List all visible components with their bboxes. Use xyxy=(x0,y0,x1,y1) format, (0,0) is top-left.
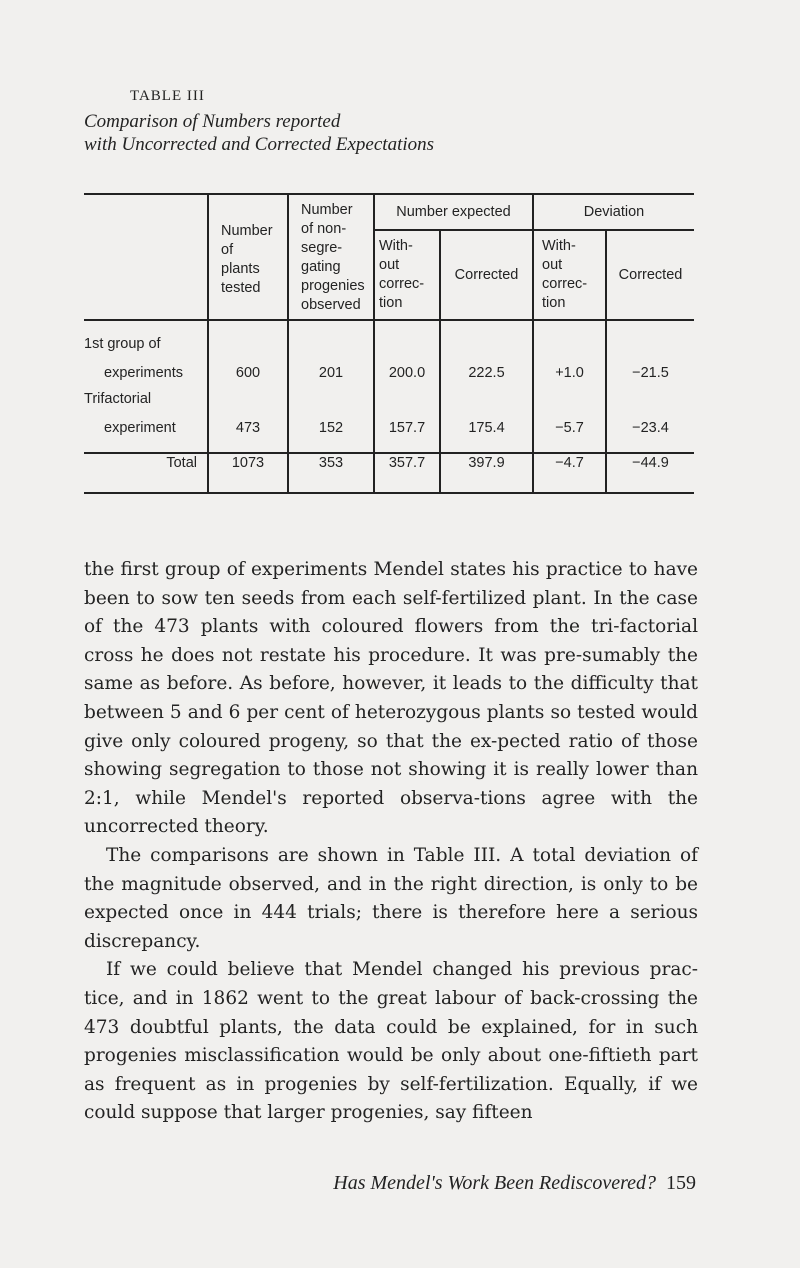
cell-observed: 201 xyxy=(288,320,374,383)
cell-exp-corrected: 222.5 xyxy=(440,320,533,383)
page-number: 159 xyxy=(666,1172,696,1194)
cell-dev-corrected: −21.5 xyxy=(606,320,694,383)
cell-observed: 152 xyxy=(288,383,374,453)
stub-header xyxy=(84,194,208,320)
page-footer xyxy=(270,1172,696,1195)
total-dev-uncorrected: −4.7 xyxy=(533,453,606,493)
running-title: Has Mendel's Work Been Rediscovered? xyxy=(333,1172,656,1194)
body-text xyxy=(84,556,698,1128)
header-row-1 xyxy=(84,194,694,230)
table-row xyxy=(84,383,694,453)
caption-line-1: Comparison of Numbers reported xyxy=(84,111,341,132)
caption-line-2: with Uncorrected and Corrected Expectations xyxy=(84,134,435,155)
header-deviation: Deviation xyxy=(533,194,694,230)
comparison-table xyxy=(84,193,694,494)
cell-plants: 473 xyxy=(208,383,288,453)
total-exp-corrected: 397.9 xyxy=(440,453,533,493)
total-row xyxy=(84,453,694,493)
total-observed: 353 xyxy=(288,453,374,493)
header-plants-tested: Number of plants tested xyxy=(208,194,288,320)
cell-exp-corrected: 175.4 xyxy=(440,383,533,453)
row-label: Trifactorial experiment xyxy=(84,383,208,453)
header-deviation-corrected: Corrected xyxy=(618,266,683,283)
cell-exp-uncorrected: 200.0 xyxy=(374,320,440,383)
table-row xyxy=(84,320,694,383)
header-expected-without-correction: With- out correc- tion xyxy=(374,230,440,320)
table-caption xyxy=(84,110,724,156)
row-label: 1st group of experiments xyxy=(84,320,208,383)
total-exp-uncorrected: 357.7 xyxy=(374,453,440,493)
paragraph: The comparisons are shown in Table III. A total deviation of the magnitude observed, and in the right direction, is only to be expected once in 444 trials; there is therefore here a serious discrepancy. xyxy=(84,844,698,952)
cell-exp-uncorrected: 157.7 xyxy=(374,383,440,453)
total-dev-corrected: −44.9 xyxy=(606,453,694,493)
cell-dev-uncorrected: −5.7 xyxy=(533,383,606,453)
header-number-expected: Number expected xyxy=(374,194,533,230)
paragraph: If we could believe that Mendel changed his previous prac-tice, and in 1862 went to the great labour of back-crossing the 473 doubtful plants, the data could be explained, for in such progenies misclassification would be only about one-fiftieth part as frequent as in progenies by self-fertilization. Equally, if we could suppose that larger progenies, say fifteen xyxy=(84,959,698,1124)
cell-dev-uncorrected: +1.0 xyxy=(533,320,606,383)
total-plants: 1073 xyxy=(208,453,288,493)
header-deviation-without-correction: With- out correc- tion xyxy=(533,230,606,320)
header-expected-corrected: Corrected xyxy=(440,230,533,320)
paragraph: the first group of experiments Mendel states his practice to have been to sow ten seeds from each self-fertilized plant. In the case of the 473 plants with coloured flowers from the tri-factorial cross he does not restate his procedure. It was pre-sumably the same as before. As before, however, it leads to the difficulty that between 5 and 6 per cent of heterozygous plants so tested would give only coloured progeny, so that the ex-pected ratio of those showing segregation to those not showing it is really lower than 2:1, while Mendel's reported observa-tions agree with the uncorrected theory. xyxy=(84,559,698,838)
total-label: Total xyxy=(84,453,208,493)
cell-dev-corrected: −23.4 xyxy=(632,420,669,436)
header-non-segregating: Number of non- segre- gating progenies observed xyxy=(288,194,374,320)
table-label: TABLE III xyxy=(130,88,205,104)
cell-plants: 600 xyxy=(208,320,288,383)
